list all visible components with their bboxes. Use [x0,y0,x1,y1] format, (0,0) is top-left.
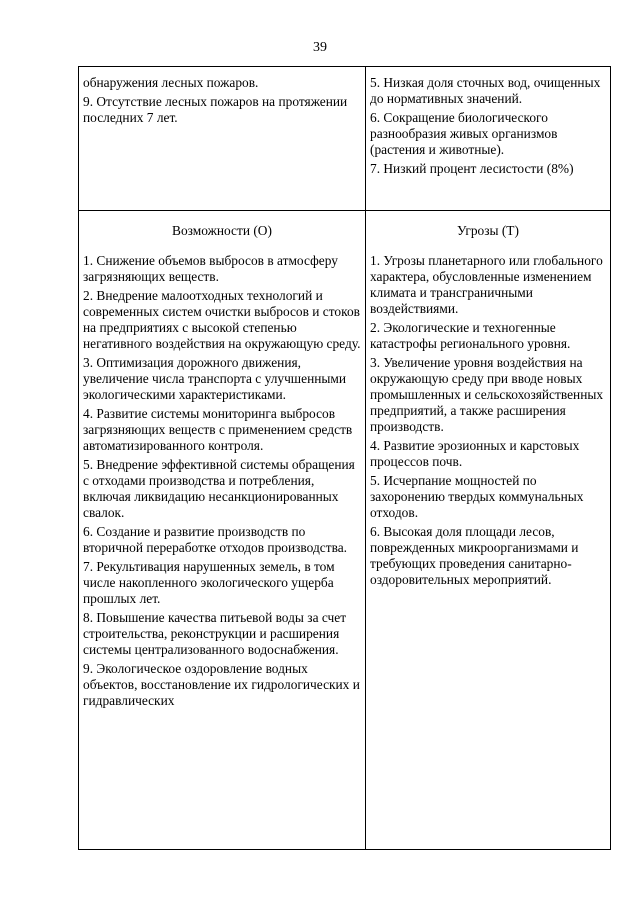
opportunities-heading: Возможности (О) [172,223,272,238]
opportunities-threats-row [79,211,611,850]
threats-heading: Угрозы (Т) [457,223,519,238]
weaknesses-continued-row [79,67,611,211]
list-item: 5. Исчерпание мощностей по захоронению твердых коммунальных отходов. [370,473,584,520]
list-item: 6. Сокращение биологического разнообразия живых организмов (растения и животные). [370,110,558,157]
swot-table [78,66,611,850]
page-number: 39 [313,40,327,55]
list-item: 6. Высокая доля площади лесов, поврежденных микроорганизмами и требующих проведения санитарно-оздоровительных мероприятий. [370,524,579,587]
list-item: 2. Внедрение малоотходных технологий и современных систем очистки выбросов и стоков на предприятиях с высокой степенью негативного воздействия на окружающую среду. [83,288,361,351]
list-item: 4. Развитие эрозионных и карстовых процессов почв. [370,438,580,469]
list-item: 5. Внедрение эффективной системы обращения с отходами производства и потребления, включая ликвидацию несанкционированных свалок. [83,457,355,520]
list-item: 9. Экологическое оздоровление водных объектов, восстановление их гидрологических и гидравлических [83,661,360,708]
list-item: 5. Низкая доля сточных вод, очищенных до нормативных значений. [370,75,601,106]
weaknesses-left-cell [79,67,366,211]
list-item: 6. Создание и развитие производств по вторичной переработке отходов производства. [83,524,348,555]
list-item: 8. Повышение качества питьевой воды за счет строительства, реконструкции и расширения системы централизованного водоснабжения. [83,610,347,657]
list-item: 4. Развитие системы мониторинга выбросов загрязняющих веществ с применением средств автоматизированного контроля. [83,406,353,453]
list-item: 2. Экологические и техногенные катастрофы регионального уровня. [370,320,571,351]
list-item: 7. Рекультивация нарушенных земель, в том числе накопленного экологического ущерба прошлых лет. [83,559,335,606]
threats-cell [366,211,611,850]
opportunities-cell [79,211,366,850]
list-item: 3. Оптимизация дорожного движения, увеличение числа транспорта с улучшенными экологическими характеристиками. [83,355,347,402]
list-item: 3. Увеличение уровня воздействия на окружающую среду при вводе новых промышленных и сельскохозяйственных предприятий, а также расширения производств. [370,355,604,434]
list-item: 1. Снижение объемов выбросов в атмосферу загрязняющих веществ. [83,253,338,284]
list-item: 1. Угрозы планетарного или глобального характера, обусловленные изменением климата и трансграничными воздействиями. [370,253,603,316]
list-item: 7. Низкий процент лесистости (8%) [370,161,574,176]
weaknesses-right-cell [366,67,611,211]
list-item: обнаружения лесных пожаров. [83,75,259,90]
list-item: 9. Отсутствие лесных пожаров на протяжении последних 7 лет. [83,94,348,125]
